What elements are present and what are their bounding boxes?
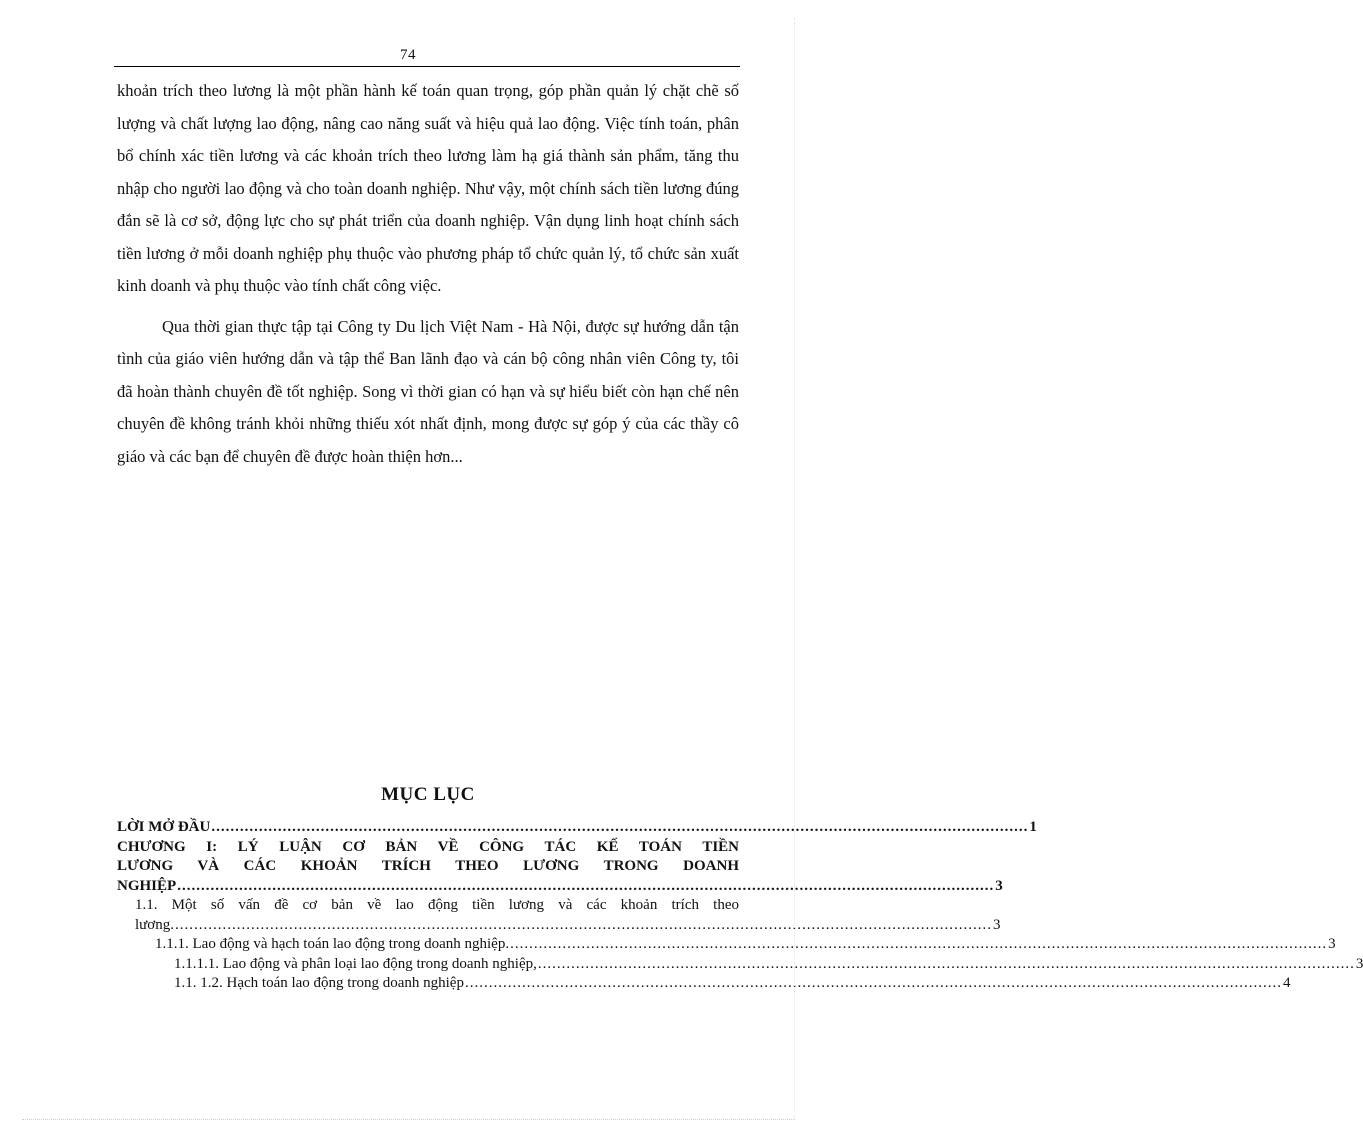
toc-entry-last-line: [117, 877, 1003, 897]
toc-entry-page: 4: [1282, 975, 1291, 991]
toc-entry-page: 1: [1029, 819, 1037, 835]
toc-entry-chapter-1[interactable]: [117, 838, 1003, 897]
toc-entry-page: 3: [1328, 936, 1336, 952]
toc-entry-label-line: 1.1. Một số vấn đề cơ bản về lao động tiền lương và các khoản trích theo: [135, 897, 739, 913]
toc-entry-label: 1.1. 1.2. Hạch toán lao động trong doanh nghiệp: [174, 975, 464, 991]
toc-entry-page: 3: [1355, 955, 1363, 972]
page-bottom-border: [22, 1119, 794, 1120]
toc-entry-page: 3: [992, 916, 1001, 933]
paragraph-1: khoản trích theo lương là một phần hành kế toán quan trọng, góp phần quản lý chặt chẽ số lượng và chất lượng lao động, nâng cao năng suất và hiệu quả lao động. Việc tính toán, phân bổ chính xác tiền lương và các khoản trích theo lương làm hạ giá thành sản phẩm, tăng thu nhập cho người lao động và cho toàn doanh nghiệp. Như vậy, một chính sách tiền lương đúng đắn sẽ là cơ sở, động lực cho sự phát triển của doanh nghiệp. Vận dụng linh hoạt chính sách tiền lương ở mỗi doanh nghiệp phụ thuộc vào phương pháp tổ chức quản lý, tổ chức sản xuất kinh doanh và phụ thuộc vào tính chất công việc.: [117, 81, 739, 295]
toc-entry-1-1[interactable]: [117, 896, 1001, 935]
toc-entry-label: NGHIỆP: [117, 877, 177, 894]
toc-entry-1-1-1-2[interactable]: [117, 974, 1291, 994]
toc-entry-1-1-1[interactable]: [117, 935, 1336, 955]
paragraph-2: Qua thời gian thực tập tại Công ty Du lịch Việt Nam - Hà Nội, được sự hướng dẫn tận tình của giáo viên hướng dẫn và tập thể Ban lãnh đạo và cán bộ công nhân viên Công ty, tôi đã hoàn thành chuyên đề tốt nghiệp. Song vì thời gian có hạn và sự hiểu biết còn hạn chế nên chuyên đề không tránh khỏi những thiếu xót nhất định, mong được sự góp ý của các thầy cô giáo và các bạn để chuyên đề được hoàn thiện hơn...: [117, 316, 739, 466]
header-rule: [114, 66, 740, 67]
table-of-contents: [117, 784, 1363, 994]
toc-leader-dots: ............................................................................................................................................................................: [211, 819, 1029, 835]
toc-leader-dots: ............................................................................................................................................................................: [510, 936, 1328, 952]
toc-entry-last-line: [135, 916, 1001, 936]
toc-entry-page: 3: [995, 877, 1003, 894]
toc-leader-dots: ............................................................................................................................................................................: [177, 877, 995, 894]
toc-leader-dots: ............................................................................................................................................................................: [174, 916, 992, 933]
toc-title: MỤC LỤC: [381, 784, 475, 805]
toc-leader-dots: ............................................................................................................................................................................: [537, 955, 1355, 972]
page-right-border: [794, 18, 795, 1120]
body-text: [117, 75, 739, 473]
toc-entry-label: lương.: [135, 916, 174, 933]
toc-entry-label-line: LƯƠNG VÀ CÁC KHOẢN TRÍCH THEO LƯƠNG TRONG DOANH: [117, 858, 739, 874]
toc-entry-label: 1.1.1. Lao động và hạch toán lao động trong doanh nghiệp.: [155, 936, 510, 952]
toc-entry-intro[interactable]: [117, 818, 1037, 838]
toc-entry-label: 1.1.1.1. Lao động và phân loại lao động trong doanh nghiệp,: [174, 955, 537, 972]
page-number: 74: [400, 47, 416, 63]
toc-entry-label: LỜI MỞ ĐẦU: [117, 819, 211, 835]
toc-entry-label-line: CHƯƠNG I: LÝ LUẬN CƠ BẢN VỀ CÔNG TÁC KẾ TOÁN TIỀN: [117, 838, 739, 855]
toc-leader-dots: ............................................................................................................................................................................: [464, 975, 1282, 991]
toc-entry-1-1-1-1[interactable]: [117, 955, 1363, 975]
